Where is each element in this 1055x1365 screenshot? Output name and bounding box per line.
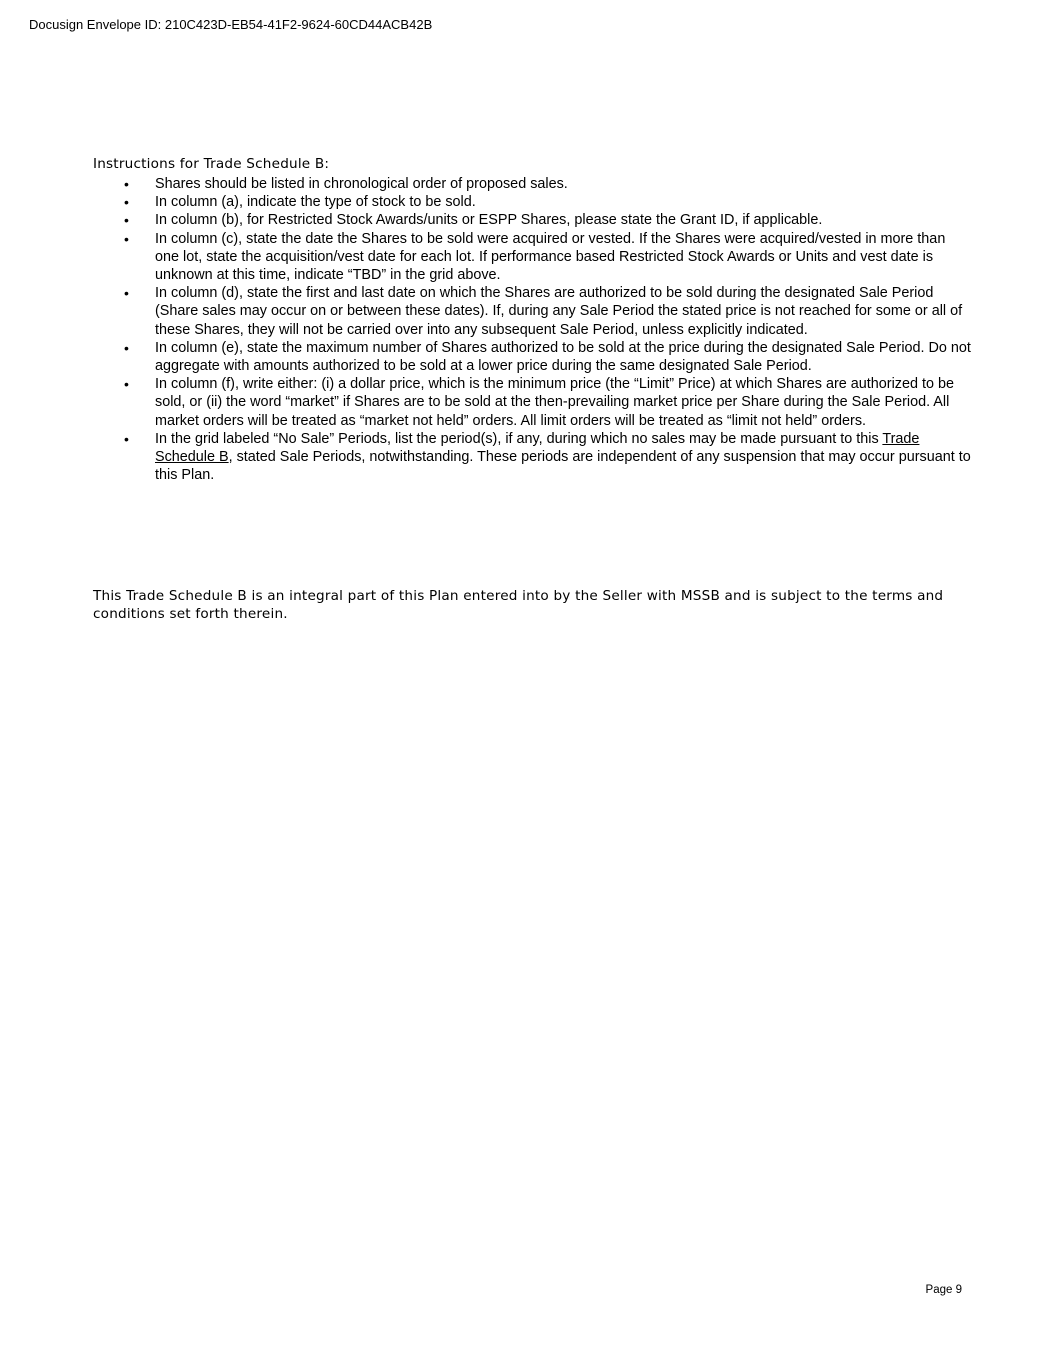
- list-item: [93, 230, 973, 285]
- trade-schedule-reference: Trade Schedule B: [155, 430, 920, 466]
- envelope-id: Docusign Envelope ID: 210C423D-EB54-41F2-9624-60CD44ACB42B: [29, 17, 433, 32]
- list-item-text: In column (a), indicate the type of stock to be sold.: [155, 194, 476, 211]
- list-item-text: Shares should be listed in chronological order of proposed sales.: [155, 176, 568, 192]
- integral-statement: This Trade Schedule B is an integral part of this Plan entered into by the Seller with MSSB and is subject to the terms and conditions set forth therein.: [93, 588, 944, 623]
- list-item: [93, 284, 973, 339]
- page-number: Page 9: [925, 1284, 962, 1296]
- list-item: [93, 339, 973, 375]
- bullet-icon: •: [124, 376, 129, 393]
- list-item: [93, 193, 973, 211]
- list-item-text: In column (f), write either: (i) a dollar price, which is the minimum price (the “Limit” Price) at which Shares are authorized to be sold, or (ii) the word “market” if Shares are to be sold at the then-prevailing market price per Share during the Sale Period. All market orders will be treated as “market not held” orders. All limit orders will be treated as “limit not held” orders.: [155, 376, 954, 429]
- instructions-heading: Instructions for Trade Schedule B:: [93, 156, 330, 172]
- list-item-text: In column (b), for Restricted Stock Awards/units or ESPP Shares, please state the Grant ID, if applicable.: [155, 212, 823, 229]
- list-item: [93, 375, 973, 430]
- list-item: [93, 175, 973, 193]
- bullet-icon: •: [124, 212, 129, 229]
- list-item-text: In column (d), state the first and last date on which the Shares are authorized to be sold during the designated Sale Period (Share sales may occur on or between these dates). If, during any Sale Period the stated price is not reached for some or all of these Shares, they will not be carried over into any subsequent Sale Period, unless explicitly indicated.: [155, 285, 963, 338]
- bullet-icon: •: [124, 176, 129, 192]
- bullet-icon: •: [124, 339, 129, 356]
- bullet-icon: •: [124, 230, 129, 247]
- bullet-icon: •: [124, 430, 129, 447]
- list-item-text: In column (e), state the maximum number of Shares authorized to be sold at the price during the designated Sale Period. Do not aggregate with amounts authorized to be sold at a lower price during the same designated Sale Period.: [155, 339, 971, 375]
- list-item: [93, 211, 973, 229]
- bullet-icon: •: [124, 194, 129, 211]
- instructions-list: [93, 175, 973, 484]
- bullet-icon: •: [124, 285, 129, 302]
- list-item-text: In column (c), state the date the Shares to be sold were acquired or vested. If the Shares were acquired/vested in more than one lot, state the acquisition/vest date for each lot. If performance based Restricted Stock Awards or Units and vest date is unknown at this time, indicate “TBD” in the grid above.: [155, 230, 946, 284]
- list-item-text-before: In the grid labeled “No Sale” Periods, list the period(s), if any, during which no sales may be made pursuant to this: [155, 430, 883, 447]
- list-item-text-after: , stated Sale Periods, notwithstanding. These periods are independent of any suspension that may occur pursuant to this Plan.: [155, 449, 971, 484]
- instructions-section: [93, 155, 973, 484]
- list-item: [93, 430, 973, 485]
